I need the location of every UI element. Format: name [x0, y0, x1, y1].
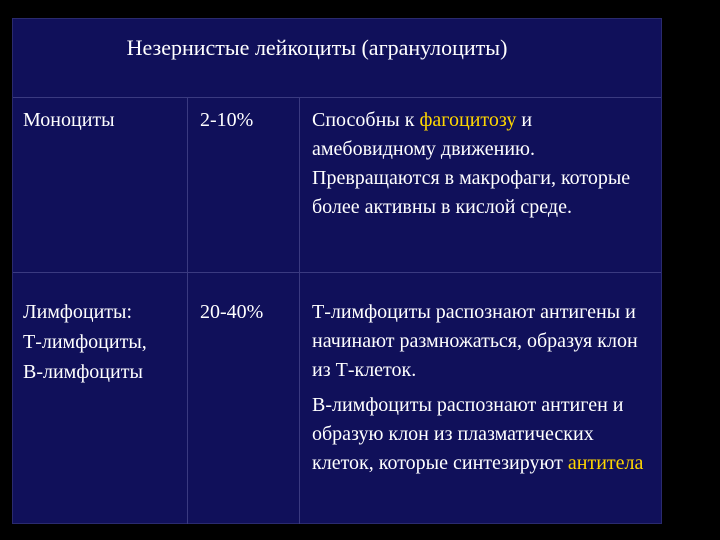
leukocyte-table — [12, 18, 662, 524]
cell-cell-type — [13, 98, 187, 272]
description-prefix: Способны к — [312, 109, 420, 131]
cell-type-lymphocytes: Лимфоциты: — [23, 301, 133, 323]
table-row-lymphocytes — [13, 273, 661, 524]
cell-cell-type — [13, 273, 187, 524]
cell-type-b-lymphocytes: В-лимфоциты — [23, 361, 143, 383]
description-t-cells: Т-лимфоциты распознают антигены и начинают размножаться, образуя клон из Т-клеток. — [312, 301, 638, 381]
description-b-cells — [312, 391, 657, 478]
description-monocytes — [312, 106, 657, 222]
description-suffix: и амебовидному движению. Превращаются в макрофаги, которые более активны в кислой среде. — [312, 109, 631, 218]
cell-percent — [187, 273, 299, 524]
table-title: Незернистые лейкоциты (агранулоциты) — [126, 35, 508, 60]
table-row-monocytes — [13, 98, 661, 273]
percent-lymphocytes: 20-40% — [200, 301, 264, 323]
cell-percent — [187, 98, 299, 272]
cell-type-t-lymphocytes: Т-лимфоциты, — [23, 331, 147, 353]
cell-description — [299, 273, 663, 524]
highlight-antibodies: антитела — [567, 452, 644, 474]
cell-type-monocytes: Моноциты — [23, 109, 115, 131]
cell-description — [299, 98, 663, 272]
percent-monocytes: 2-10% — [200, 109, 254, 131]
description-b-prefix: В-лимфоциты распознают антиген и образую клон из плазматических клеток, которые синтезируют — [312, 394, 624, 474]
highlight-phagocytosis: фагоцитозу — [419, 109, 517, 131]
table-header-row — [13, 19, 661, 98]
